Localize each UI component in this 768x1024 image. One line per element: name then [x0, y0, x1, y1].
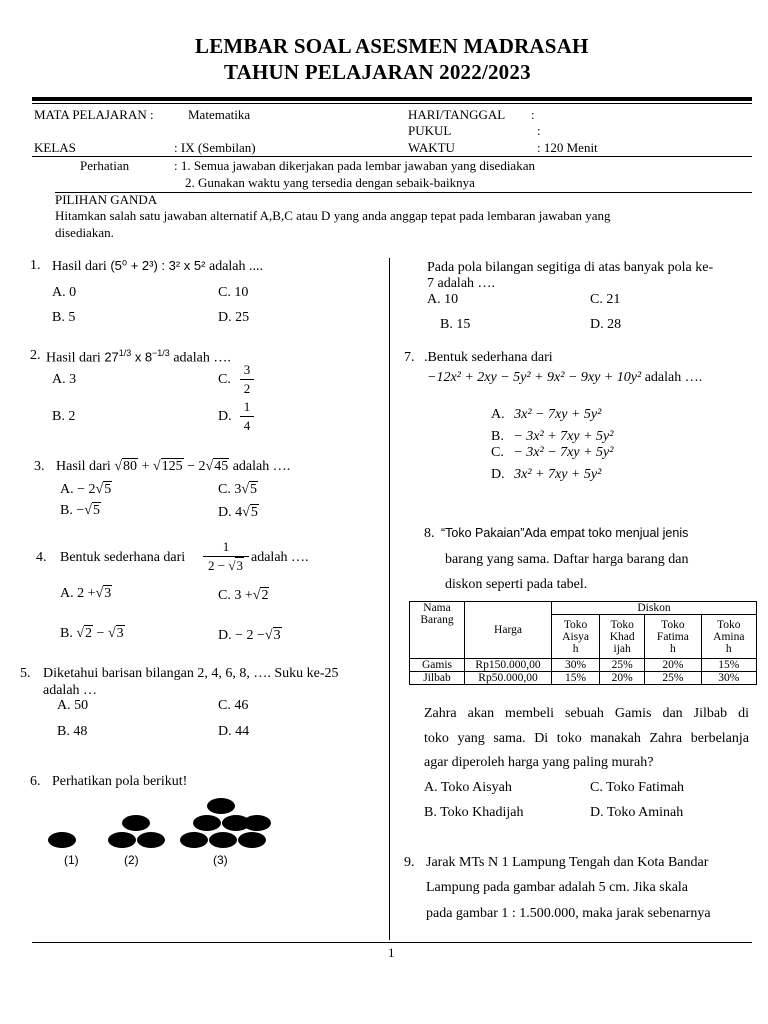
q3-d-coef: 4: [235, 505, 243, 520]
q2-exp-2: −1/3: [152, 348, 170, 358]
q4-c-rad: 2: [261, 588, 269, 603]
q4-c-val: 3 +: [234, 588, 253, 603]
q7-option-b: [491, 429, 613, 445]
q2-d-num: 1: [243, 399, 251, 414]
pukul-label: PUKUL: [408, 123, 452, 138]
table-header-nama-2: Barang: [420, 614, 454, 626]
q4-c-label: C.: [218, 588, 231, 603]
q3-option-a: A. − 2√5: [60, 482, 112, 497]
q4-b-label: B.: [60, 626, 73, 641]
table-header-toko-3: [645, 615, 701, 659]
q4-fraction: [203, 539, 249, 574]
q4-d-label: D.: [218, 628, 232, 643]
q5-option-a: A. 50: [57, 698, 89, 713]
perhatian-item-2: 2. Gunakan waktu yang tersedia dengan sebaik-baiknya: [185, 175, 475, 190]
q4-stem-a: Bentuk sederhana dari: [60, 550, 186, 565]
toko-3-line-3: h: [670, 642, 676, 655]
q3-option-c: C. 3√5: [218, 482, 258, 497]
section-instruction-2: disediakan.: [55, 225, 114, 240]
q9-stem-2: Lampung pada gambar adalah 5 cm. Jika skala: [426, 880, 689, 895]
q4-d-rad: 3: [273, 628, 281, 643]
pattern-label-1: (1): [64, 853, 79, 867]
mapel-value: Matematika: [188, 107, 251, 122]
q3-plus: +: [141, 459, 150, 474]
q2-stem: [46, 348, 231, 367]
section-divider: [55, 192, 752, 193]
pattern-2-dot: [108, 832, 136, 848]
q4-option-d: D. − 2 −√3: [218, 628, 281, 643]
table-cell: Rp150.000,00: [465, 659, 552, 672]
title-line-1: LEMBAR SOAL ASESMEN MADRASAH: [195, 34, 589, 58]
q9-number: 9.: [404, 855, 415, 870]
toko-3-line-2: Fatima: [656, 630, 689, 643]
q4-frac-num: 1: [222, 539, 230, 554]
q3-d-label: D.: [218, 505, 232, 520]
q8-stem-3: diskon seperti pada tabel.: [445, 577, 588, 592]
table-cell: 25%: [645, 672, 701, 685]
q1-expression: (5⁰ + 2³) : 3² x 5²: [110, 258, 206, 273]
q2-base-2: 8: [144, 349, 153, 365]
q3-stem-a: Hasil dari: [56, 459, 111, 474]
hari-colon: :: [531, 107, 535, 122]
table-header-nama-1: Nama: [423, 602, 451, 614]
waktu-value: : 120 Menit: [537, 140, 598, 155]
q5-option-d: D. 44: [218, 724, 250, 739]
q4-stem-b: adalah ….: [251, 550, 309, 565]
q3-option-b: B. −√5: [60, 503, 100, 518]
pattern-2-dot: [122, 815, 150, 831]
q4-option-a: A. 2 +√3: [60, 586, 112, 601]
table-header-diskon: Diskon: [552, 602, 757, 615]
q1-number: 1.: [30, 258, 41, 273]
pattern-label-2: (2): [124, 853, 139, 867]
q1-option-d: D. 25: [218, 310, 250, 325]
q2-stem-b: adalah ….: [173, 350, 231, 366]
q6-option-a: A. 10: [427, 292, 459, 307]
table-cell: 25%: [600, 659, 645, 672]
q2-option-b: B. 2: [52, 409, 76, 424]
q7-number: 7.: [404, 350, 415, 365]
pattern-2-dot: [137, 832, 165, 848]
table-header-nama: [410, 602, 465, 659]
q2-d-bar: [240, 416, 254, 417]
q2-d-den: 4: [243, 418, 251, 433]
hari-label: HARI/TANGGAL: [408, 107, 506, 122]
q3-b-label: B.: [60, 503, 73, 518]
q4-a-val: 2 +: [77, 586, 96, 601]
q4-a-label: A.: [60, 586, 74, 601]
section-instruction-1: Hitamkan salah satu jawaban alternatif A,B,C atau D yang anda anggap tepat pada lembaran jawaban yang: [55, 208, 611, 223]
q4-frac-den: 2 − √3: [208, 558, 243, 573]
q4-frac-den-rad: 3: [236, 558, 243, 573]
q7-option-a: [491, 407, 601, 423]
pukul-colon: :: [537, 123, 541, 138]
q7-a-label: A.: [491, 407, 505, 422]
q3-c-rad: 5: [250, 482, 258, 497]
q3-c-label: C. 3: [218, 482, 242, 497]
q2-option-d-label: D.: [218, 409, 232, 424]
pattern-3-dot: [209, 832, 237, 848]
q1-stem-a: Hasil dari: [52, 259, 107, 274]
pattern-3-dot: [243, 815, 271, 831]
q5-option-b: B. 48: [57, 724, 88, 739]
q8-number: 8.: [424, 526, 435, 541]
q2-option-c-fraction: [240, 362, 254, 397]
header-divider-thick: [32, 97, 752, 101]
q8-option-c: C. Toko Fatimah: [590, 780, 685, 795]
page-number: 1: [388, 945, 395, 960]
table-cell: 30%: [552, 659, 600, 672]
q7-c-label: C.: [491, 445, 504, 460]
q7-stem-b: adalah ….: [644, 370, 703, 385]
q2-c-den: 2: [243, 381, 251, 396]
table-header-toko-1: [552, 615, 600, 659]
q2-base-1: 27: [104, 349, 119, 365]
q3-rad-1: 80: [123, 459, 138, 474]
q7-option-c: [491, 445, 613, 461]
q3-rad-2: 125: [161, 459, 183, 474]
toko-1-line-3: h: [572, 642, 579, 655]
info-divider: [32, 156, 752, 157]
title-line-2: TAHUN PELAJARAN 2022/2023: [224, 60, 531, 84]
table-cell: Jilbab: [410, 672, 465, 685]
q4-frac-den-a: 2 −: [208, 558, 226, 573]
toko-1-line-2: Aisya: [562, 630, 589, 643]
table-row: [410, 672, 757, 685]
q7-b-label: B.: [491, 429, 504, 444]
q6-option-c: C. 21: [590, 292, 621, 307]
q7-stem: .Bentuk sederhana dari: [424, 350, 553, 365]
q3-b-rad: 5: [92, 503, 100, 518]
toko-1-line-1: Toko: [563, 618, 588, 631]
q7-a-expr: 3x² − 7xy + 5y²: [514, 407, 602, 422]
q7-c-expr: − 3x² − 7xy + 5y²: [513, 445, 614, 460]
q2-number: 2.: [30, 348, 41, 363]
q8-option-b: B. Toko Khadijah: [424, 805, 524, 820]
q8-option-a: A. Toko Aisyah: [424, 780, 512, 795]
q3-rad-3: 45: [214, 459, 229, 474]
pattern-3-dot: [193, 815, 221, 831]
table-row: [410, 659, 757, 672]
q1-option-a: A. 0: [52, 285, 77, 300]
toko-2-line-2: Khad: [609, 630, 635, 643]
q8-stem-1: [441, 526, 688, 542]
toko-4-line-2: Amina: [713, 630, 745, 643]
q7-d-expr: 3x² + 7xy + 5y²: [514, 467, 602, 482]
pattern-1-dot: [48, 832, 76, 848]
q4-option-c: C. 3 +√2: [218, 588, 269, 603]
table-cell: Gamis: [410, 659, 465, 672]
q3-a-label: A.: [60, 482, 74, 497]
q4-a-rad: 3: [104, 586, 112, 601]
q3-a-coef: − 2: [77, 482, 96, 497]
q9-stem-3: pada gambar 1 : 1.500.000, maka jarak sebenarnya: [426, 906, 711, 921]
table-cell: 15%: [552, 672, 600, 685]
q4-b-rad-2: 3: [116, 626, 124, 641]
pattern-3-dot: [207, 798, 235, 814]
q3-number: 3.: [34, 459, 45, 474]
q5-option-c: C. 46: [218, 698, 249, 713]
kelas-label: KELAS: [34, 140, 76, 155]
q8-para-1: Zahra akan membeli sebuah Gamis dan Jilbab di: [424, 706, 749, 721]
q3-stem: Hasil dari √80 + √125 − 2√45 adalah ….: [56, 459, 291, 474]
q3-a-rad: 5: [104, 482, 112, 497]
q1-option-b: B. 5: [52, 310, 76, 325]
q6-option-b: B. 15: [440, 317, 471, 332]
table-header-toko-4: [701, 615, 756, 659]
toko-2-line-1: Toko: [610, 618, 634, 631]
q3-d-rad: 5: [250, 505, 258, 520]
q5-number: 5.: [20, 666, 31, 681]
q1-option-c: C. 10: [218, 285, 249, 300]
toko-4-line-3: h: [725, 642, 732, 655]
discount-table: [409, 601, 757, 685]
q4-b-minus: −: [96, 626, 105, 641]
toko-2-line-3: ijah: [613, 642, 631, 655]
perhatian-item-1: : 1. Semua jawaban dikerjakan pada lembar jawaban yang disediakan: [174, 158, 535, 173]
q6-cont-stem-1: Pada pola bilangan segitiga di atas banyak pola ke-: [427, 260, 714, 275]
q1-stem-b: adalah ....: [208, 259, 264, 274]
q4-b-rad-1: 2: [85, 626, 93, 641]
waktu-label: WAKTU: [408, 140, 455, 155]
pattern-3-dot: [238, 832, 266, 848]
table-cell: 15%: [701, 659, 756, 672]
q6-number: 6.: [30, 774, 41, 789]
toko-3-line-1: Toko: [661, 618, 685, 631]
q5-stem-2: adalah …: [43, 683, 98, 698]
q3-option-d: D. 4√5: [218, 505, 258, 520]
pattern-3-dot: [180, 832, 208, 848]
q4-number: 4.: [36, 550, 47, 565]
kelas-value: : IX (Sembilan): [174, 140, 256, 155]
header-divider-thin: [32, 103, 752, 104]
q2-option-c-label: C.: [218, 372, 231, 387]
q7-expression-line: [427, 370, 702, 386]
pattern-label-3: (3): [213, 853, 228, 867]
q7-d-label: D.: [491, 467, 505, 482]
q8-stem-2: barang yang sama. Daftar harga barang dan: [445, 552, 689, 567]
q8-stem-1a: “Toko Pakaian”: [441, 526, 525, 540]
toko-4-line-1: Toko: [717, 618, 741, 631]
q7-option-d: [491, 467, 601, 483]
table-cell: 20%: [600, 672, 645, 685]
q1-stem: [52, 258, 263, 275]
q2-stem-a: Hasil dari: [46, 350, 101, 366]
q6-cont-stem-2: 7 adalah ….: [427, 276, 496, 291]
q8-option-d: D. Toko Aminah: [590, 805, 684, 820]
q7-b-expr: − 3x² + 7xy + 5y²: [513, 429, 614, 444]
perhatian-label: Perhatian: [80, 158, 130, 173]
table-cell: Rp50.000,00: [465, 672, 552, 685]
q4-option-b: B. √2 − √3: [60, 626, 124, 641]
section-title: PILIHAN GANDA: [55, 192, 158, 207]
mapel-label: MATA PELAJARAN :: [34, 107, 154, 122]
q7-expression: −12x² + 2xy − 5y² + 9x² − 9xy + 10y²: [427, 370, 642, 385]
q2-times: x: [134, 349, 142, 365]
q4-d-val: − 2 −: [235, 628, 265, 643]
q2-exp-1: 1/3: [118, 348, 132, 358]
q8-para-2: toko yang sama. Di toko manakah Zahra berbelanja: [424, 731, 749, 746]
q3-minus: − 2: [187, 459, 206, 474]
table-cell: 30%: [701, 672, 756, 685]
q2-option-a: A. 3: [52, 372, 77, 387]
q3-stem-b: adalah ….: [232, 459, 291, 474]
table-header-harga: Harga: [465, 602, 552, 659]
q6-stem: Perhatikan pola berikut!: [52, 774, 188, 789]
table-header-toko-2: [600, 615, 645, 659]
q5-stem-1: Diketahui barisan bilangan 2, 4, 6, 8, …. Suku ke-25: [43, 666, 339, 681]
table-cell: 20%: [645, 659, 701, 672]
q6-option-d: D. 28: [590, 317, 622, 332]
q2-c-bar: [240, 379, 254, 380]
footer-divider: [32, 942, 752, 943]
q9-stem-1: Jarak MTs N 1 Lampung Tengah dan Kota Bandar: [426, 855, 709, 870]
q3-b-coef: −: [76, 503, 85, 518]
q8-stem-1b: Ada empat toko menjual jenis: [524, 526, 689, 540]
q2-option-d-fraction: [240, 399, 254, 434]
q2-c-num: 3: [243, 362, 251, 377]
q8-para-3: agar diperoleh harga yang paling murah?: [424, 755, 654, 770]
column-divider: [389, 258, 390, 940]
